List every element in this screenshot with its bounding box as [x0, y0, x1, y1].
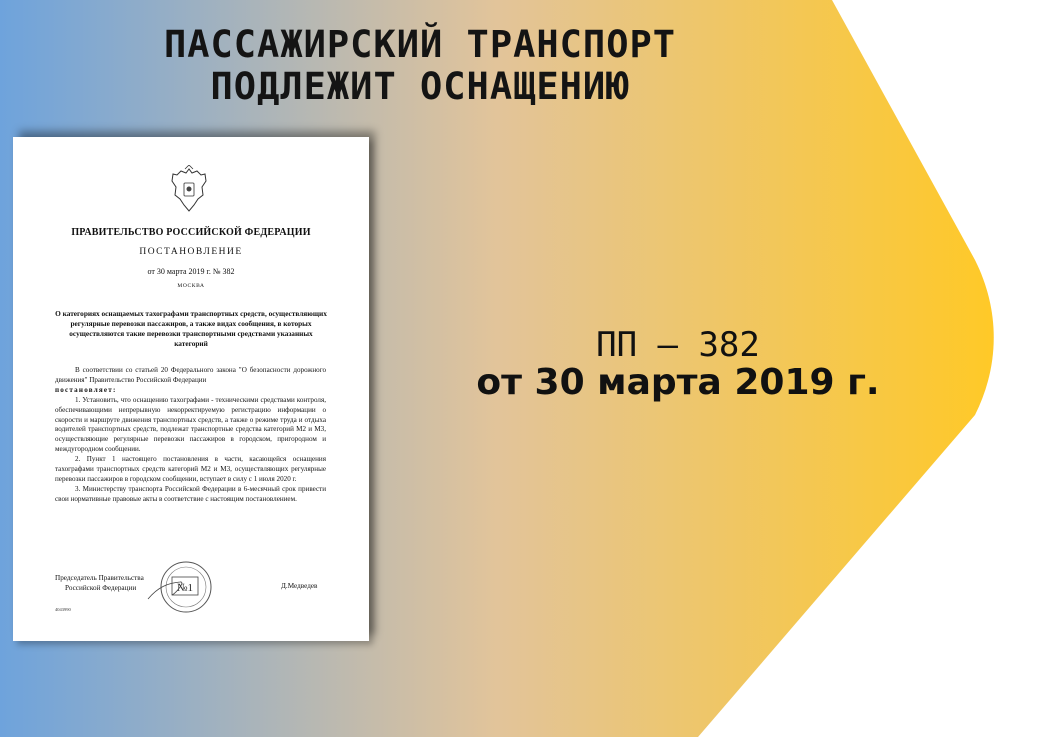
coat-of-arms-icon — [170, 165, 208, 215]
document-kind: ПОСТАНОВЛЕНИЕ — [139, 247, 243, 257]
signer-title-line-1: Председатель Правительства — [55, 574, 144, 582]
signer-name: Д.Медведев — [281, 582, 318, 590]
document-date-number: от 30 марта 2019 г. № 382 — [147, 267, 235, 276]
stamp-label: №1 — [177, 582, 193, 594]
document-item-3: 3. Министерству транспорта Российской Федерации в 6-месячный срок привести свои нормативные правовые акты в соответствие с настоящим постановлением. — [55, 484, 326, 503]
signer-title — [55, 574, 144, 593]
document-subject: О категориях оснащаемых тахографами транспортных средств, осуществляющих регулярные перевозки пассажиров, а также видах сообщения, в которых осуществляются такие перевозки транспортными средствами указанных категорий — [55, 309, 327, 348]
signer-title-line-2: Российской Федерации — [65, 583, 137, 592]
headline-line-1: ПАССАЖИРСКИЙ ТРАНСПОРТ — [163, 23, 677, 66]
document-id: 4043990 — [55, 607, 71, 612]
decree-document-page — [13, 137, 369, 641]
document-item-1: 1. Установить, что оснащению тахографами - техническими средствами контроля, обеспечивающими непрерывную некорректируемую регистрацию информации о скорости и маршруте движения транспортных средств, а также о режиме труда и отдыха водителей транспортных средств, подлежат транспортные средства категорий М2 и М3, осуществляющие регулярные перевозки пассажиров в городском, пригородном и междугородном сообщении. — [55, 395, 326, 454]
decree-date: от 30 марта 2019 г. — [476, 362, 880, 403]
decree-number: ПП – 382 — [596, 325, 760, 365]
document-city: МОСКВА — [177, 283, 205, 289]
document-preamble: В соответствии со статьей 20 Федерального закона "О безопасности дорожного движения" Правительство Российской Федерации — [55, 366, 326, 384]
document-body — [55, 366, 326, 505]
document-item-2: 2. Пункт 1 настоящего постановления в части, касающейся оснащения тахографами транспортных средств категорий М2 и М3, осуществляющих регулярные перевозки пассажиров в городском сообщении, вступает в силу с 1 июля 2020 г. — [55, 455, 326, 483]
document-resolves: постановляет: — [55, 385, 117, 394]
issuer-heading: ПРАВИТЕЛЬСТВО РОССИЙСКОЙ ФЕДЕРАЦИИ — [71, 227, 311, 238]
headline-line-2: ПОДЛЕЖИТ ОСНАЩЕНИЮ — [210, 65, 630, 108]
seal-stamp — [146, 555, 212, 615]
